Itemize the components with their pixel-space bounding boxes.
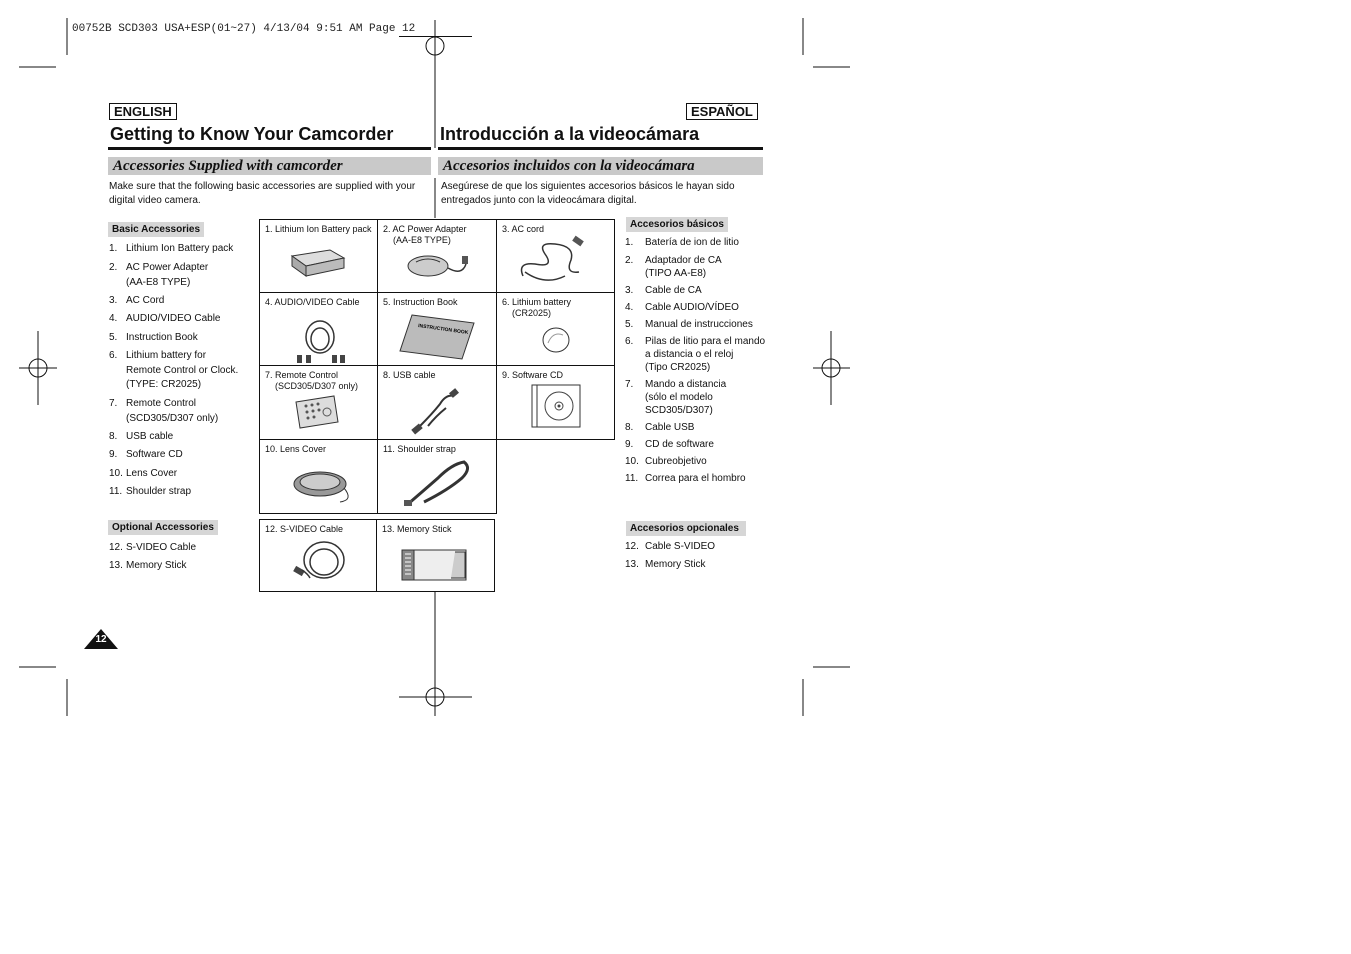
list-item-text: Pilas de litio para el mando (645, 336, 766, 347)
grid-cell-label: 10. Lens Cover (265, 444, 327, 454)
list-item (625, 558, 706, 571)
spanish-basic-heading: Accesorios básicos (626, 217, 728, 232)
list-item-number: 3. (109, 295, 118, 306)
list-item-number: 9. (109, 449, 118, 460)
grid-cell-label: 4. AUDIO/VIDEO Cable (265, 297, 360, 307)
list-item-number: 11. (109, 486, 123, 497)
spanish-optional-list (625, 0, 765, 600)
grid-cell (496, 365, 615, 440)
list-item-number: 8. (109, 431, 118, 442)
list-item-text: Cable de CA (645, 285, 702, 296)
spanish-section-header: Accesorios incluidos con la videocámara (438, 157, 763, 175)
grid-cell (259, 292, 378, 366)
list-item-number: 4. (625, 302, 634, 313)
list-item-text: S-VIDEO Cable (126, 542, 197, 553)
list-item-text: Cable S-VIDEO (645, 541, 716, 552)
spanish-label: ESPAÑOL (686, 103, 758, 120)
grid-cell (377, 219, 497, 293)
english-optional-heading: Optional Accessories (108, 520, 218, 535)
software-cd-icon (531, 384, 581, 433)
list-item-number: 12. (109, 542, 123, 553)
list-item-text: SCD305/D307) (645, 405, 713, 416)
battery-pack-icon (286, 244, 348, 285)
av-cable-icon (292, 317, 348, 370)
list-item-number: 3. (625, 285, 634, 296)
list-item-text: CD de software (645, 439, 714, 450)
list-item-number: 1. (109, 243, 118, 254)
grid-cell-label: 5. Instruction Book (383, 297, 458, 307)
list-item-text: Cable USB (645, 422, 695, 433)
instruction-book-icon (398, 313, 476, 366)
grid-cell-label: 6. Lithium battery (CR2025) (502, 297, 572, 318)
english-section-header: Accessories Supplied with camcorder (108, 157, 431, 175)
list-item-text: Mando a distancia (645, 379, 727, 390)
list-item-text: Lithium Ion Battery pack (126, 243, 234, 254)
list-item-text: (sólo el modelo (645, 392, 713, 403)
list-item-text: a distancia o el reloj (645, 349, 734, 360)
grid-cell (259, 519, 377, 592)
spanish-title: Introducción a la videocámara (440, 124, 700, 144)
grid-cell (259, 365, 378, 440)
list-item-text: Instruction Book (126, 332, 198, 343)
list-item-text: AC Power Adapter (126, 262, 209, 273)
list-item-number: 7. (109, 398, 118, 409)
list-item-number: 1. (625, 237, 634, 248)
list-item-text: Adaptador de CA (645, 255, 722, 266)
grid-cell-label: 11. Shoulder strap (383, 444, 456, 454)
grid-cell-label: 1. Lithium Ion Battery pack (265, 224, 372, 234)
spanish-optional-heading: Accesorios opcionales (626, 521, 746, 536)
list-item-number: 10. (625, 456, 639, 467)
list-item-number: 6. (625, 336, 634, 347)
english-label: ENGLISH (109, 103, 177, 120)
ac-cord-icon (515, 232, 589, 295)
book-cover-text: INSTRUCTION BOOK (417, 323, 469, 337)
english-title: Getting to Know Your Camcorder (110, 124, 394, 144)
list-item-number: 5. (109, 332, 118, 343)
list-item-number: 4. (109, 313, 118, 324)
grid-cell (496, 219, 615, 293)
grid-cell-label: 2. AC Power Adapter (AA-E8 TYPE) (383, 224, 467, 245)
svideo-cable-icon (290, 534, 350, 593)
list-item-text: Memory Stick (126, 560, 187, 571)
grid-cell-label: 12. S-VIDEO Cable (265, 524, 344, 534)
grid-cell (377, 292, 497, 366)
list-item-number: 2. (109, 262, 118, 273)
list-item-number: 7. (625, 379, 634, 390)
list-item (109, 541, 196, 556)
usb-cable-icon (410, 386, 460, 441)
list-item-text: Shoulder strap (126, 486, 192, 497)
spanish-intro: Asegúrese de que los siguientes accesorios básicos le hayan sido entregados junto con la videocámara digital. (441, 181, 735, 206)
shoulder-strap-icon (402, 458, 474, 515)
remote-control-icon (294, 394, 340, 435)
list-item-text: Software CD (126, 449, 183, 460)
list-item-number: 6. (109, 350, 118, 361)
list-item (625, 540, 715, 553)
grid-cell (377, 439, 497, 514)
grid-cell-label: 7. Remote Control (SCD305/D307 only) (265, 370, 359, 391)
list-item-text: (AA-E8 TYPE) (126, 276, 191, 288)
grid-cell-label: 9. Software CD (502, 370, 564, 380)
list-item-text: Lens Cover (126, 468, 178, 479)
list-item-number: 12. (625, 541, 639, 552)
print-header: 00752B SCD303 USA+ESP(01~27) 4/13/04 9:51 AM Page 12 (72, 23, 416, 35)
list-item-text: Cubreobjetivo (645, 456, 707, 467)
coin-battery-icon (539, 323, 573, 362)
list-item-number: 13. (109, 560, 123, 571)
list-item-text: Remote Control or Clock. (126, 364, 239, 376)
grid-cell-label: 13. Memory Stick (382, 524, 452, 534)
grid-cell (377, 365, 497, 440)
list-item-number: 10. (109, 468, 123, 479)
list-item-text: Cable AUDIO/VÍDEO (645, 302, 739, 313)
list-item-number: 8. (625, 422, 634, 433)
list-item-text: AUDIO/VIDEO Cable (126, 313, 221, 324)
grid-cell (496, 292, 615, 366)
grid-cell-label: 8. USB cable (383, 370, 436, 380)
lens-cover-icon (290, 466, 356, 511)
grid-cell (259, 439, 378, 514)
list-item-text: Correa para el hombro (645, 473, 746, 484)
english-intro: Make sure that the following basic accessories are supplied with your digital video camera. (109, 181, 416, 206)
list-item (109, 559, 187, 574)
page-number: 12 (95, 634, 107, 645)
list-item-text: (TIPO AA-E8) (645, 268, 707, 279)
list-item-number: 11. (625, 473, 639, 484)
list-item-text: Batería de ion de litio (645, 237, 739, 248)
list-item-text: Memory Stick (645, 559, 706, 570)
list-item-number: 13. (625, 559, 639, 570)
list-item-text: AC Cord (126, 295, 165, 306)
list-item-text: Manual de instrucciones (645, 319, 753, 330)
grid-cell (376, 519, 495, 592)
list-item-number: 2. (625, 255, 634, 266)
memory-stick-icon (401, 548, 469, 587)
list-item-text: Lithium battery for (126, 350, 207, 361)
list-item-text: USB cable (126, 431, 174, 442)
list-item-text: Remote Control (126, 398, 197, 409)
list-item-number: 9. (625, 439, 634, 450)
list-item-text: (Tipo CR2025) (645, 362, 711, 373)
grid-cell (259, 219, 378, 293)
list-item-number: 5. (625, 319, 634, 330)
grid-cell-label: 3. AC cord (502, 224, 545, 234)
english-optional-list (109, 0, 259, 600)
ac-adapter-icon (402, 246, 472, 291)
list-item-text: (SCD305/D307 only) (126, 412, 219, 424)
list-item-text: (TYPE: CR2025) (126, 379, 202, 390)
english-basic-heading: Basic Accessories (108, 222, 204, 237)
